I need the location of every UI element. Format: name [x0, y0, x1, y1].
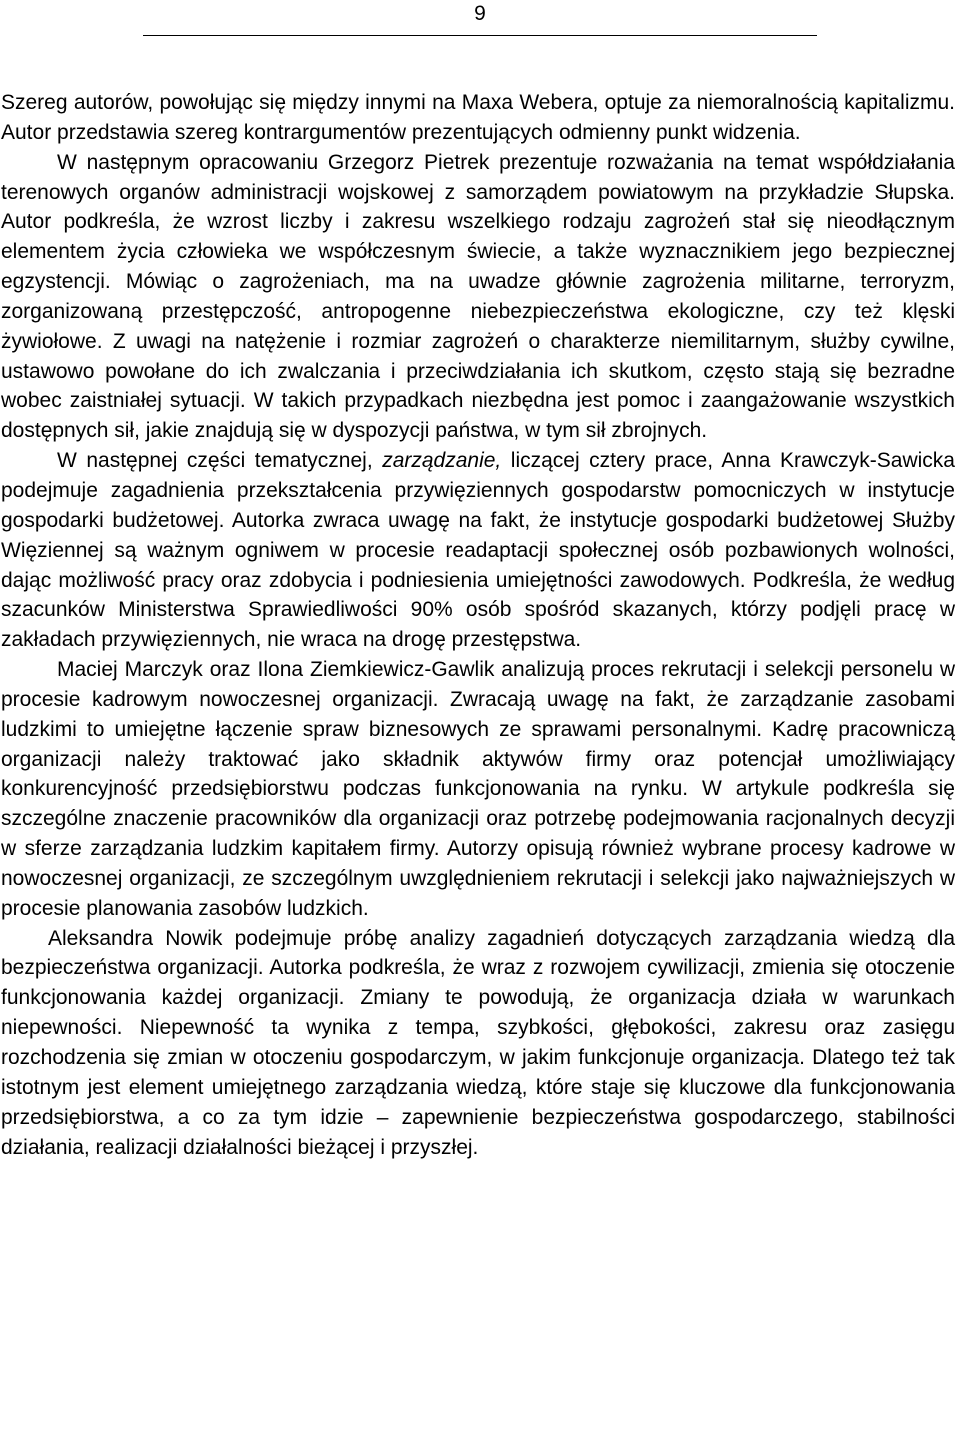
paragraph-4: Maciej Marczyk oraz Ilona Ziemkiewicz-Gawlik analizują proces rekrutacji i selekcji personelu w procesie kadrowym nowoczesnej organizacji. Zwracają uwagę na fakt, że zarządzanie zasobami ludzkimi to umiejętne łączenie spraw biznesowych ze sprawami personalnymi. Kadrę pracowniczą organizacji należy traktować jako składnik aktywów firmy oraz potencjał umożliwiający konkurencyjność przedsiębiorstwu podczas funkcjonowania na rynku. W artykule podkreśla się szczególne znaczenie pracowników dla organizacji oraz potrzebę podejmowania racjonalnych decyzji w sferze zarządzania ludzkim kapitałem firmy. Autorzy opisują również wybrane procesy kadrowe w nowoczesnej organizacji, ze szczególnym uwzględnieniem rekrutacji i selekcji jako najważniejszych w procesie planowania zasobów ludzkich.: [1, 658, 955, 920]
paragraph-1: Szereg autorów, powołując się między innymi na Maxa Webera, optuje za niemoralnością kapitalizmu. Autor przedstawia szereg kontrargumentów prezentujących odmienny punkt widzenia.: [1, 91, 955, 144]
header-rule: [143, 35, 817, 36]
paragraph-3-lead: W następnej części tematycznej,: [57, 449, 383, 473]
paragraph-3-rest: liczącej cztery prace, Anna Krawczyk-Sawicka podejmuje zagadnienia przekształcenia przywięziennych gospodarstw pomocniczych w instytucje gospodarki budżetowej. Autorka zwraca uwagę na fakt, że instytucje gospodarki budżetowej Służby Więziennej są ważnym ogniwem w procesie readaptacji społecznej osób pozbawionych wolności, dając możliwość pracy oraz zdobycia i podniesienia umiejętności zawodowych. Podkreśla, że według szacunków Ministerstwa Sprawiedliwości 90% osób spośród skazanych, którzy podjęli pracę w zakładach przywięziennych, nie wraca na drogę przestępstwa.: [1, 449, 955, 652]
page-number: 9: [474, 2, 486, 25]
paragraph-5: Aleksandra Nowik podejmuje próbę analizy zagadnień dotyczących zarządzania wiedzą dla bezpieczeństwa organizacji. Autorka podkreśla, że wraz z rozwojem cywilizacji, zmienia się otoczenie funkcjonowania każdej organizacji. Zmiany te powodują, że organizacja działa w warunkach niepewności. Niepewność ta wynika z tempa, szybkości, głębokości, zakresu oraz zasięgu rozchodzenia się zmian w otoczeniu gospodarczym, w jakim funkcjonuje organizacja. Dlatego też tak istotnym jest element umiejętnego zarządzania wiedzą, które staje się kluczowe dla funkcjonowania przedsiębiorstwa, a co za tym idzie – zapewnienie bezpieczeństwa gospodarczego, stabilności działania, realizacji działalności bieżącej i przyszłej.: [1, 926, 955, 1159]
paragraph-2: W następnym opracowaniu Grzegorz Pietrek prezentuje rozważania na temat współdziałania terenowych organów administracji wojskowej z samorządem powiatowym na przykładzie Słupska. Autor podkreśla, że wzrost liczby i zakresu wszelkiego rodzaju zagrożeń stał się nieodłącznym elementem życia człowieka we współczesnym świecie, a także wyznacznikiem jego bezpiecznej egzystencji. Mówiąc o zagrożeniach, ma na uwadze głównie zagrożenia militarne, terroryzm, zorganizowaną przestępczość, antropogenne niebezpieczeństwa ekologiczne, czy też klęski żywiołowe. Z uwagi na natężenie i rozmiar zagrożeń o charakterze niemilitarnym, służby cywilne, ustawowo powołane do ich zwalczania i przeciwdziałania ich skutkom, często stają się bezradne wobec zaistniałej sytuacji. W takich przypadkach niezbędna jest pomoc i zaangażowanie wszystkich dostępnych sił, jakie znajdują się w dyspozycji państwa, w tym sił zbrojnych.: [1, 150, 955, 443]
paragraph-3: [1, 446, 955, 655]
section-name-emphasis: zarządzanie,: [382, 449, 502, 473]
body-text: [1, 88, 955, 1162]
